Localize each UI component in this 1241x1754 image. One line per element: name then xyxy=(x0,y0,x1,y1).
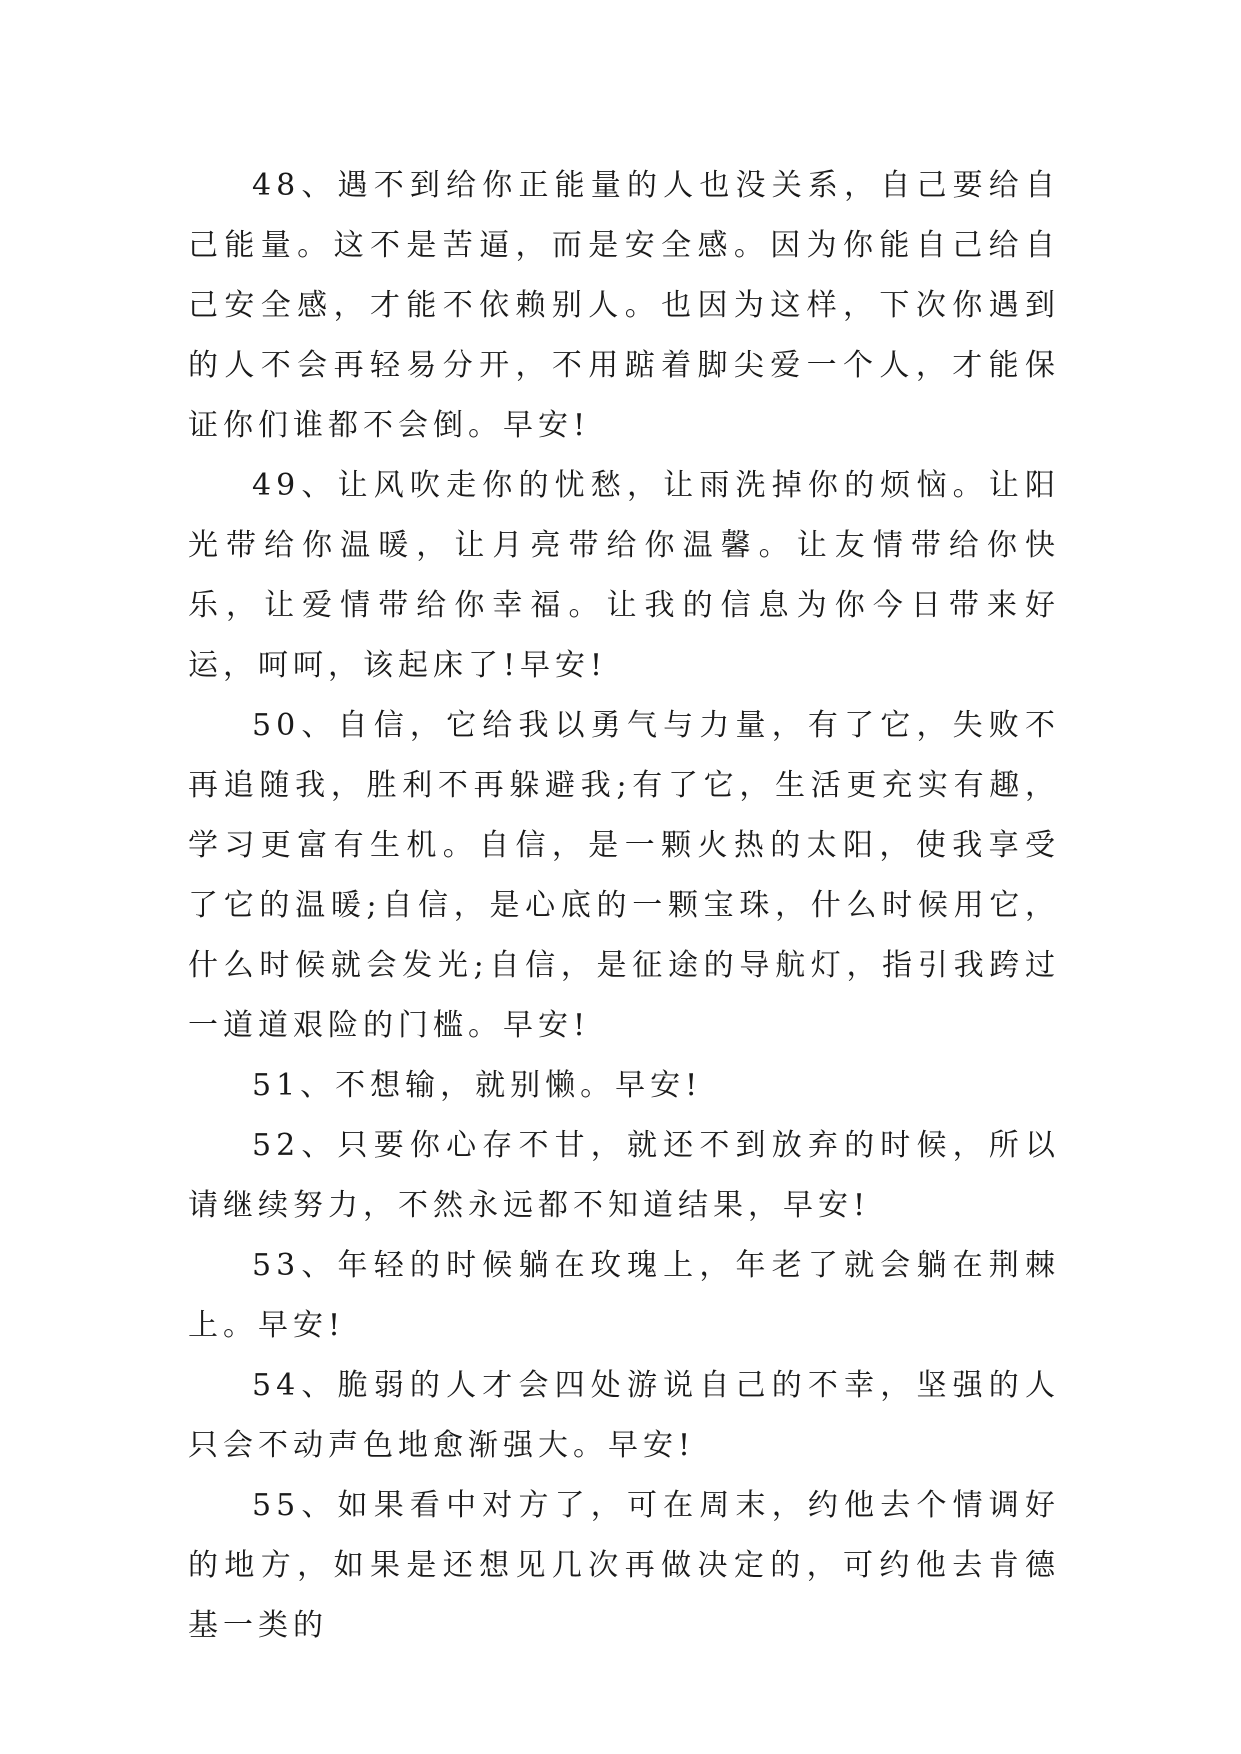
document-body xyxy=(188,156,1060,1656)
paragraph-49: 49、让风吹走你的忧愁，让雨洗掉你的烦恼。让阳光带给你温暖，让月亮带给你温馨。让友情带给你快乐，让爱情带给你幸福。让我的信息为你今日带来好运，呵呵，该起床了!早安! xyxy=(188,468,1060,683)
paragraph-52: 52、只要你心存不甘，就还不到放弃的时候，所以请继续努力，不然永远都不知道结果，早安! xyxy=(188,1128,1060,1223)
paragraph-50: 50、自信，它给我以勇气与力量，有了它，失败不再追随我，胜利不再躲避我;有了它，生活更充实有趣，学习更富有生机。自信，是一颗火热的太阳，使我享受了它的温暖;自信，是心底的一颗宝珠，什么时候用它，什么时候就会发光;自信，是征途的导航灯，指引我跨过一道道艰险的门槛。早安! xyxy=(188,708,1060,1043)
paragraph-54: 54、脆弱的人才会四处游说自己的不幸，坚强的人只会不动声色地愈渐强大。早安! xyxy=(188,1368,1060,1463)
paragraph-51: 51、不想输，就别懒。早安! xyxy=(252,1068,703,1103)
paragraph-55: 55、如果看中对方了，可在周末，约他去个情调好的地方，如果是还想见几次再做决定的，可约他去肯德基一类的 xyxy=(188,1488,1060,1643)
paragraph-53: 53、年轻的时候躺在玫瑰上，年老了就会躺在荆棘上。早安! xyxy=(188,1248,1060,1343)
paragraph-48: 48、遇不到给你正能量的人也没关系，自己要给自己能量。这不是苦逼，而是安全感。因为你能自己给自己安全感，才能不依赖别人。也因为这样，下次你遇到的人不会再轻易分开，不用踮着脚尖爱一个人，才能保证你们谁都不会倒。早安! xyxy=(188,168,1060,443)
